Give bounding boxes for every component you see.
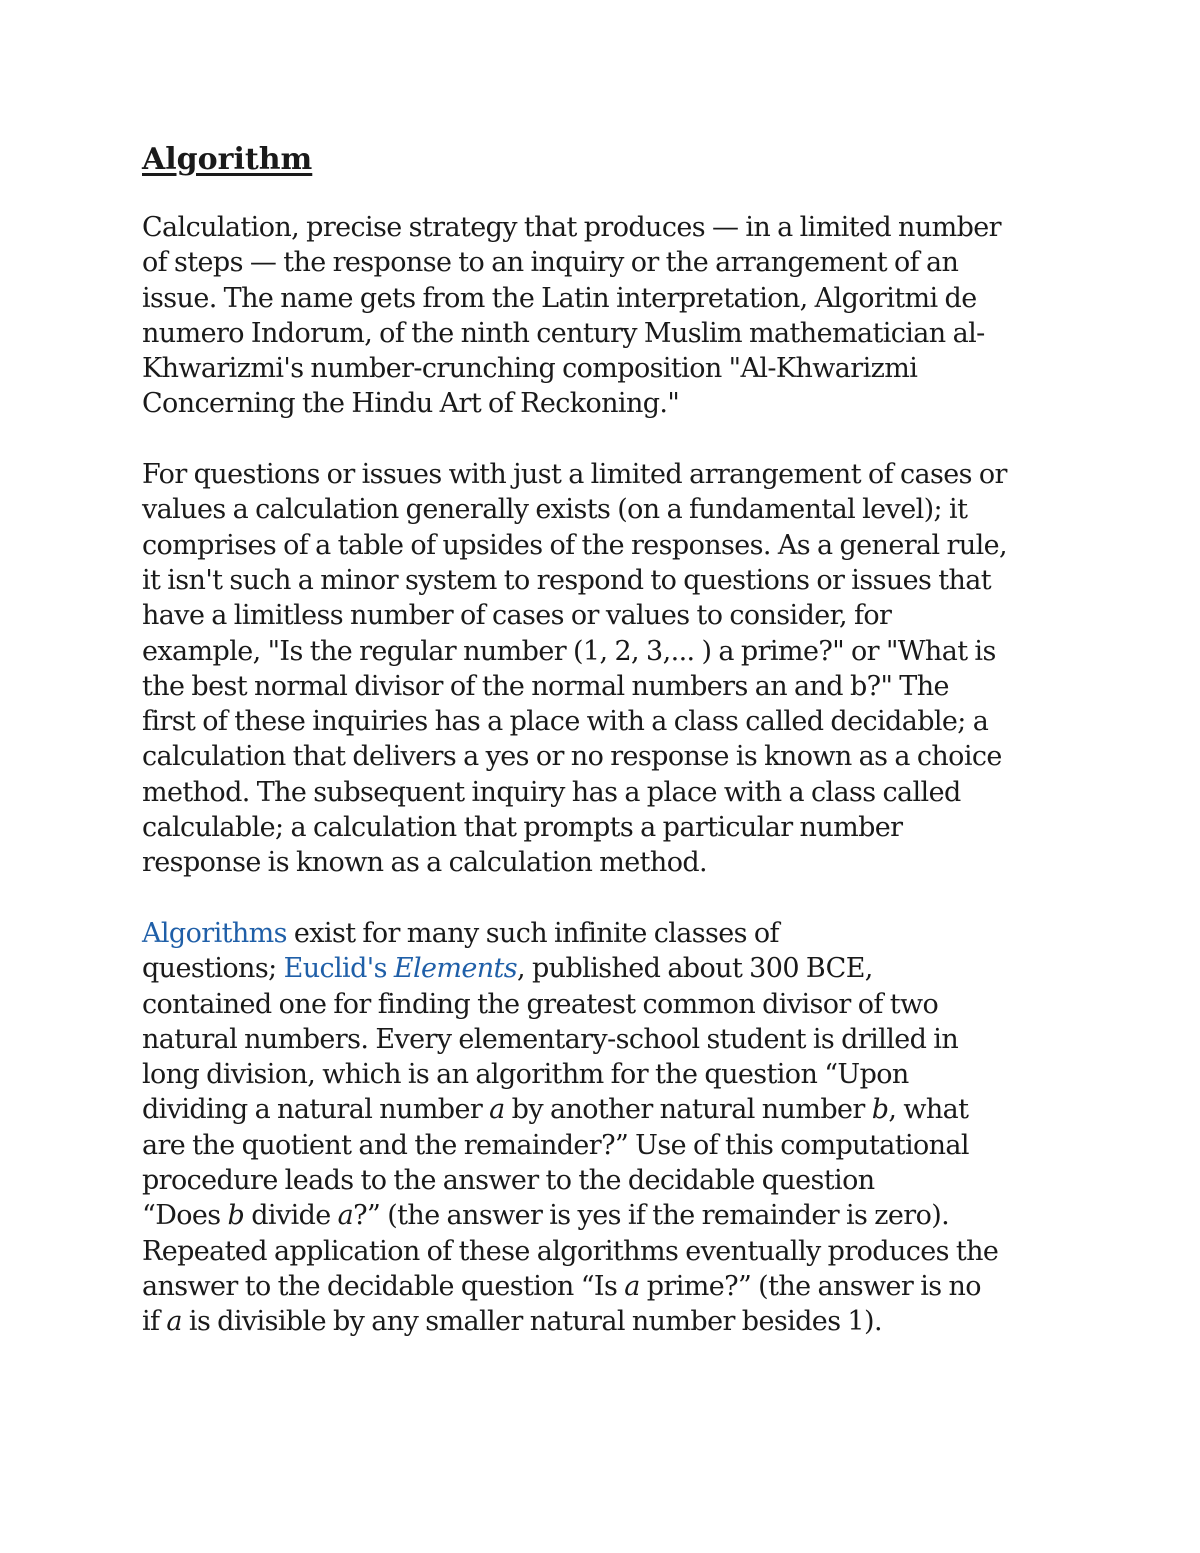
text-line: comprises of a table of upsides of the responses. As a general rule, bbox=[142, 529, 1008, 561]
text-span: ?” (the answer is yes if the remainder is zero). bbox=[353, 1200, 950, 1232]
text-line: long division, which is an algorithm for the question “Upon bbox=[142, 1059, 909, 1091]
text-span: answer to the decidable question “Is bbox=[142, 1270, 625, 1302]
paragraph-infinite-classes bbox=[142, 916, 1072, 1340]
euclids-elements-link[interactable] bbox=[284, 953, 517, 984]
text-line: Concerning the Hindu Art of Reckoning." bbox=[142, 388, 680, 420]
text-line: calculable; a calculation that prompts a particular number bbox=[142, 812, 903, 844]
document-title: Algorithm bbox=[142, 142, 313, 177]
variable-b: b bbox=[871, 1094, 889, 1126]
text-line: method. The subsequent inquiry has a place with a class called bbox=[142, 776, 961, 808]
link-text: Euclid's bbox=[283, 953, 394, 985]
text-line: natural numbers. Every elementary-school student is drilled in bbox=[142, 1023, 959, 1055]
text-line: have a limitless number of cases or values to consider, for bbox=[142, 600, 892, 632]
text-line: Repeated application of these algorithms eventually produces the bbox=[142, 1235, 999, 1267]
text-span: is divisible by any smaller natural number besides 1). bbox=[181, 1306, 882, 1338]
text-line: the best normal divisor of the normal numbers an and b?" The bbox=[142, 670, 949, 702]
text-line: it isn't such a minor system to respond to questions or issues that bbox=[142, 564, 992, 596]
text-span: “Does bbox=[142, 1200, 228, 1232]
text-span: exist for many such infinite classes of bbox=[286, 917, 779, 949]
text-line: of steps — the response to an inquiry or the arrangement of an bbox=[142, 247, 959, 279]
text-line: For questions or issues with just a limited arrangement of cases or bbox=[142, 459, 1007, 491]
text-span: questions; bbox=[142, 953, 284, 985]
text-span: , what bbox=[888, 1094, 969, 1126]
text-line: Calculation, precise strategy that produces — in a limited number bbox=[142, 212, 1001, 243]
text-span: prime?” (the answer is no bbox=[639, 1270, 981, 1302]
text-line: first of these inquiries has a place with a class called decidable; a bbox=[142, 706, 989, 738]
text-span: if bbox=[142, 1306, 167, 1338]
text-span: by another natural number bbox=[504, 1094, 872, 1126]
algorithms-link[interactable]: Algorithms bbox=[142, 917, 287, 949]
text-line: procedure leads to the answer to the decidable question bbox=[142, 1165, 875, 1197]
variable-a: a bbox=[337, 1200, 354, 1232]
text-line: example, "Is the regular number (1, 2, 3,... ) a prime?" or "What is bbox=[142, 635, 996, 667]
text-span: dividing a natural number bbox=[142, 1094, 490, 1126]
document-page bbox=[142, 140, 1072, 1375]
variable-b: b bbox=[227, 1200, 245, 1232]
text-line: numero Indorum, of the ninth century Muslim mathematician al- bbox=[142, 317, 985, 349]
text-span: , published about 300 BCE, bbox=[517, 953, 873, 985]
text-line: calculation that delivers a yes or no response is known as a choice bbox=[142, 741, 1002, 773]
variable-a: a bbox=[489, 1094, 505, 1126]
text-line: contained one for finding the greatest common divisor of two bbox=[142, 988, 939, 1020]
text-line: are the quotient and the remainder?” Use of this computational bbox=[142, 1129, 969, 1161]
variable-a: a bbox=[166, 1306, 182, 1338]
text-line: Khwarizmi's number-crunching composition "Al-Khwarizmi bbox=[142, 353, 918, 385]
text-line: values a calculation generally exists (on a fundamental level); it bbox=[142, 494, 968, 526]
paragraph-definition bbox=[142, 210, 1072, 422]
variable-a: a bbox=[624, 1270, 640, 1302]
paragraph-finite-problems bbox=[142, 457, 1072, 881]
text-span: divide bbox=[244, 1200, 338, 1232]
text-line: response is known as a calculation method. bbox=[142, 847, 708, 879]
link-text-italic: Elements bbox=[393, 953, 518, 985]
text-line: issue. The name gets from the Latin interpretation, Algoritmi de bbox=[142, 282, 977, 314]
